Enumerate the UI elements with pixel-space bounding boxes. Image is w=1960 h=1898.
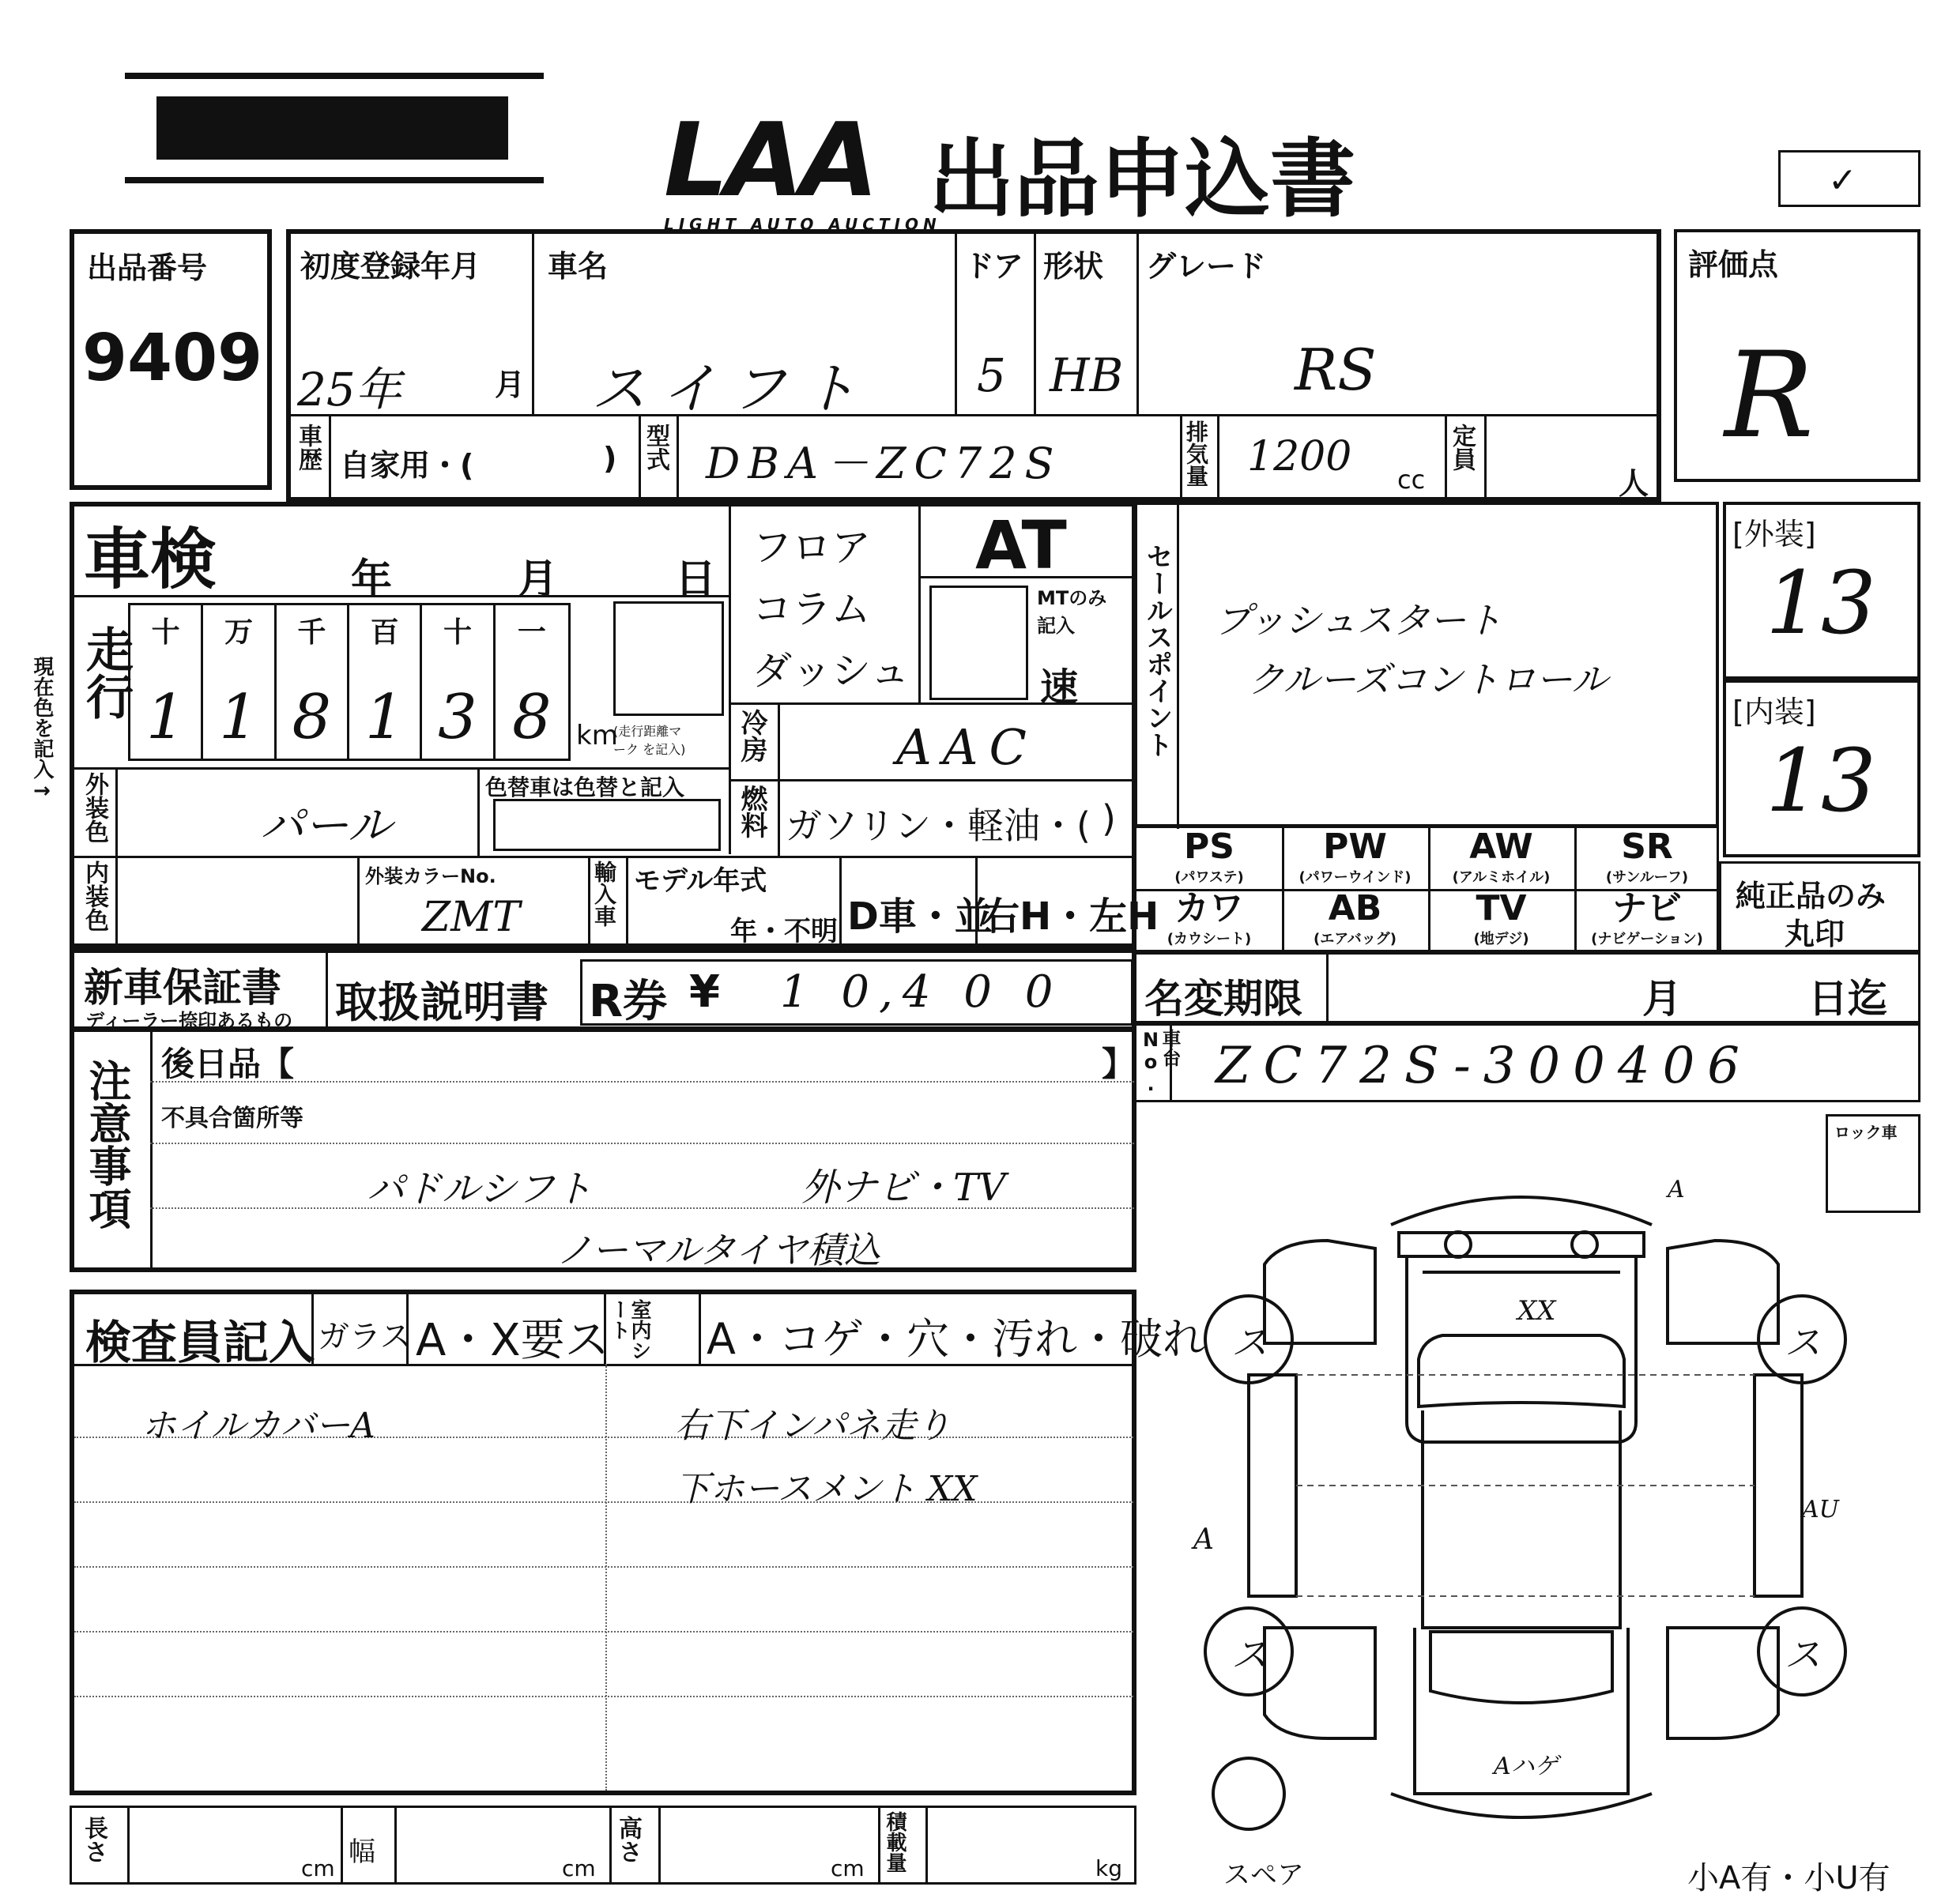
grade-value: RS — [1295, 337, 1377, 403]
option-ps[interactable]: PS (パワステ) — [1174, 827, 1244, 887]
length-label: 長さ — [80, 1816, 107, 1863]
car-name-label: 車名 — [548, 249, 609, 284]
displacement-label: 排気量 — [1183, 420, 1209, 487]
inspection-month: 月 — [517, 556, 559, 604]
height-label: 高さ — [614, 1816, 642, 1863]
history-close: ) — [603, 441, 617, 476]
odometer-digit: 8 — [512, 682, 552, 753]
aircon-value: AAC — [896, 718, 1038, 776]
width-label: 幅 — [349, 1836, 375, 1868]
score-label: 評価点 — [1688, 247, 1779, 282]
import-label: 輸入車 — [591, 861, 617, 927]
shift-column[interactable]: コラム — [752, 586, 871, 632]
interior-score-value: 13 — [1766, 730, 1876, 831]
inspector-comment-right-1: 右下インパネ走り — [675, 1406, 951, 1446]
inspector-comment-left: ホイルカバーA — [141, 1406, 375, 1446]
car-name-value: スイフト — [591, 356, 873, 421]
odometer-cell[interactable] — [349, 605, 422, 759]
seat-label: 室内シート — [607, 1299, 651, 1361]
genuine-note-line-1: 純正品のみ — [1736, 879, 1886, 913]
width-unit: cm — [562, 1855, 596, 1881]
repaint-input[interactable] — [493, 799, 721, 851]
diagram-footer: 小A有・小U有 — [1687, 1860, 1890, 1896]
lot-box — [70, 229, 272, 490]
option-ab[interactable]: AB (エアバッグ) — [1313, 888, 1396, 948]
interior-score-label: [内装] — [1732, 695, 1816, 729]
ext-color-label: 外装色 — [81, 772, 108, 843]
shape-label: 形状 — [1043, 249, 1104, 284]
mileage-unit: km — [576, 720, 618, 751]
fuel-close: ) — [1102, 797, 1116, 840]
mileage-unit-note: (走行距離マーク を記入) — [613, 724, 686, 757]
grade-label: グレード — [1146, 249, 1267, 284]
exterior-score-label: [外装] — [1732, 517, 1816, 552]
option-pw[interactable]: PW (パワーウインド) — [1298, 827, 1412, 887]
odometer-digit: 1 — [364, 682, 405, 753]
mt-speed-box[interactable] — [929, 586, 1028, 700]
car-body-diagram — [1170, 1138, 1881, 1865]
shift-floor[interactable]: フロア — [752, 525, 871, 571]
option-tv[interactable]: TV (地デジ) — [1473, 888, 1529, 948]
aircon-label: 冷房 — [736, 709, 767, 763]
int-color-label: 内装色 — [81, 861, 108, 932]
sales-point-label: セールスポイント — [1141, 543, 1173, 758]
odometer-cell[interactable] — [203, 605, 276, 759]
options-grid — [1134, 826, 1719, 952]
name-change-label: 名変期限 — [1144, 976, 1302, 1022]
tire-mark-fl: ス — [1231, 1321, 1268, 1364]
history-label: 車歴 — [294, 424, 322, 471]
displacement-value: 1200 — [1247, 433, 1352, 480]
exterior-score-box — [1723, 502, 1920, 680]
notes-line-1a: パドルシフト — [367, 1167, 593, 1211]
rear-mark: Aハゲ — [1494, 1753, 1559, 1780]
recycle-label: R券 — [589, 976, 668, 1027]
odometer-digit: 1 — [219, 682, 258, 753]
first-reg-label: 初度登録年月 — [300, 249, 481, 284]
odometer-unit-label: 百 — [370, 616, 399, 649]
inspection-label: 車検 — [84, 521, 217, 598]
inspector-box — [70, 1290, 1205, 1795]
odometer-cell[interactable] — [422, 605, 495, 759]
car-info-box — [286, 229, 1661, 502]
fuel-value[interactable]: ガソリン・軽油・( — [786, 804, 1091, 847]
shift-speed: 速 — [1040, 665, 1079, 710]
inspection-year: 年 — [351, 556, 393, 604]
interior-score-box — [1723, 680, 1920, 857]
score-box — [1674, 229, 1920, 482]
name-change-month: 月 — [1642, 976, 1682, 1022]
history-value: 自家用・( — [340, 448, 474, 483]
color-no-label: 外装カラーNo. — [365, 865, 496, 887]
option-navi[interactable]: ナビ (ナビゲーション) — [1591, 888, 1703, 948]
recycle-amount: 1 0,4 0 0 — [780, 966, 1063, 1018]
odometer-digit: 3 — [438, 682, 477, 753]
recycle-box — [580, 959, 1133, 1026]
shape-value: HB — [1050, 348, 1124, 402]
glass-value[interactable]: A・X要ス — [416, 1315, 609, 1366]
tire-mark-rl: ス — [1231, 1633, 1268, 1676]
name-change-day: 日迄 — [1808, 976, 1887, 1022]
model-year-value: 年・不明 — [730, 916, 838, 947]
exterior-score-value: 13 — [1766, 552, 1876, 653]
first-reg-year: 25年 — [297, 363, 401, 416]
chassis-value: ZC72S-300406 — [1216, 1037, 1752, 1095]
odometer-unit-label: 一 — [517, 616, 546, 649]
lot-label: 出品番号 — [87, 250, 208, 285]
mileage-mark-box[interactable] — [613, 601, 724, 716]
sales-point-box — [1134, 502, 1719, 827]
mileage-label: 走行 — [78, 625, 134, 720]
seat-value[interactable]: A・コゲ・穴・汚れ・破れ — [707, 1314, 1205, 1364]
odometer-unit-label: 千 — [297, 616, 326, 649]
capacity-unit: 人 — [1619, 466, 1649, 501]
genuine-note-box — [1719, 861, 1920, 952]
model-value: DBA－ZC72S — [706, 439, 1062, 488]
load-label: 積載量 — [883, 1811, 906, 1873]
manual-label[interactable]: 取扱説明書 — [335, 977, 548, 1027]
form-title: 出品申込書 — [929, 130, 1356, 229]
genuine-note-line-2: 丸印 — [1785, 917, 1845, 951]
chassis-label: 車台No. — [1140, 1029, 1181, 1095]
warranty-label[interactable]: 新車保証書 — [84, 965, 281, 1011]
tire-mark-fr: ス — [1785, 1321, 1821, 1364]
displacement-unit: cc — [1397, 465, 1426, 495]
laa-logo: LAA LIGHT AUTO AUCTION — [664, 102, 941, 234]
odometer-cell[interactable] — [496, 605, 568, 759]
inspection-day: 日 — [675, 556, 717, 604]
current-color-note: 現在色を記入→ — [30, 656, 54, 803]
notes-label: 注意事項 — [82, 1059, 132, 1230]
lot-number: 9409 — [82, 321, 263, 396]
load-unit: kg — [1095, 1855, 1122, 1881]
ext-color-value: パール — [260, 800, 392, 852]
warranty-sub: ディーラー捺印あるもの — [85, 1010, 293, 1032]
sales-point-line-2: クルーズコントロール — [1248, 658, 1608, 701]
door-label: ドア — [964, 249, 1023, 284]
length-unit: cm — [301, 1855, 335, 1881]
later-items-close: 】 — [1102, 1045, 1136, 1083]
documents-row — [70, 948, 1136, 1031]
left-mark: A — [1193, 1523, 1214, 1556]
inspector-label: 検査員記入 — [85, 1316, 315, 1369]
name-change-box — [1134, 952, 1920, 1023]
odometer-cell[interactable] — [277, 605, 349, 759]
odometer-unit-label: 十 — [443, 616, 472, 649]
model-year-label: モデル年式 — [634, 865, 767, 897]
model-label: 型式 — [642, 424, 669, 471]
redacted-stamp — [125, 73, 544, 183]
height-unit: cm — [831, 1855, 865, 1881]
inspector-comment-right-2: 下ホースメント XX — [675, 1469, 978, 1509]
spare-label: スペア — [1223, 1859, 1304, 1891]
odometer-cell[interactable] — [130, 605, 203, 759]
mt-note: MTのみ記入 — [1037, 587, 1107, 637]
odometer-digit: 8 — [292, 682, 332, 753]
notes-box — [70, 1027, 1136, 1272]
lock-car-label: ロック車 — [1834, 1123, 1898, 1142]
later-items-label: 後日品【 — [161, 1045, 295, 1083]
right-mark: AU — [1802, 1496, 1839, 1523]
roof-mark: XX — [1517, 1295, 1556, 1327]
capacity-label: 定員 — [1448, 424, 1476, 471]
glass-label: ガラス — [318, 1319, 412, 1355]
check-box[interactable] — [1778, 150, 1920, 207]
dimensions-row — [70, 1806, 1136, 1885]
score-value: R — [1724, 327, 1814, 465]
color-no-value: ZMT — [422, 894, 521, 941]
recycle-yen: ¥ — [689, 966, 720, 1018]
shift-dash[interactable]: ダッシュ — [752, 648, 910, 694]
odometer-unit-label: 万 — [224, 616, 253, 649]
defects-label: 不具合箇所等 — [161, 1105, 303, 1132]
option-aw[interactable]: AW (アルミホイル) — [1452, 827, 1551, 887]
odometer-digit: 1 — [145, 682, 186, 753]
dealer-option[interactable]: D車・並 — [847, 894, 993, 939]
sales-point-line-1: プッシュスタート — [1215, 599, 1502, 642]
odometer-grid — [128, 603, 571, 761]
door-value: 5 — [977, 348, 1006, 402]
front-mark: A — [1668, 1176, 1685, 1203]
fuel-label: 燃料 — [736, 785, 767, 838]
notes-line-1b: 外ナビ・TV — [801, 1166, 1006, 1210]
check-mark: ✓ — [1828, 160, 1857, 201]
notes-line-2: ノーマルタイヤ積込 — [556, 1229, 880, 1271]
option-sr[interactable]: SR (サンルーフ) — [1605, 827, 1689, 887]
odometer-unit-label: 十 — [151, 616, 180, 649]
transmission-value: AT — [975, 507, 1067, 584]
first-reg-month: 月 — [495, 367, 526, 402]
chassis-box — [1134, 1023, 1920, 1102]
option-leather[interactable]: カワ (カウシート) — [1167, 888, 1252, 948]
handle-option[interactable]: 右H・左H — [982, 894, 1159, 939]
repaint-label: 色替車は色替と記入 — [485, 774, 685, 800]
tire-mark-rr: ス — [1785, 1633, 1821, 1676]
